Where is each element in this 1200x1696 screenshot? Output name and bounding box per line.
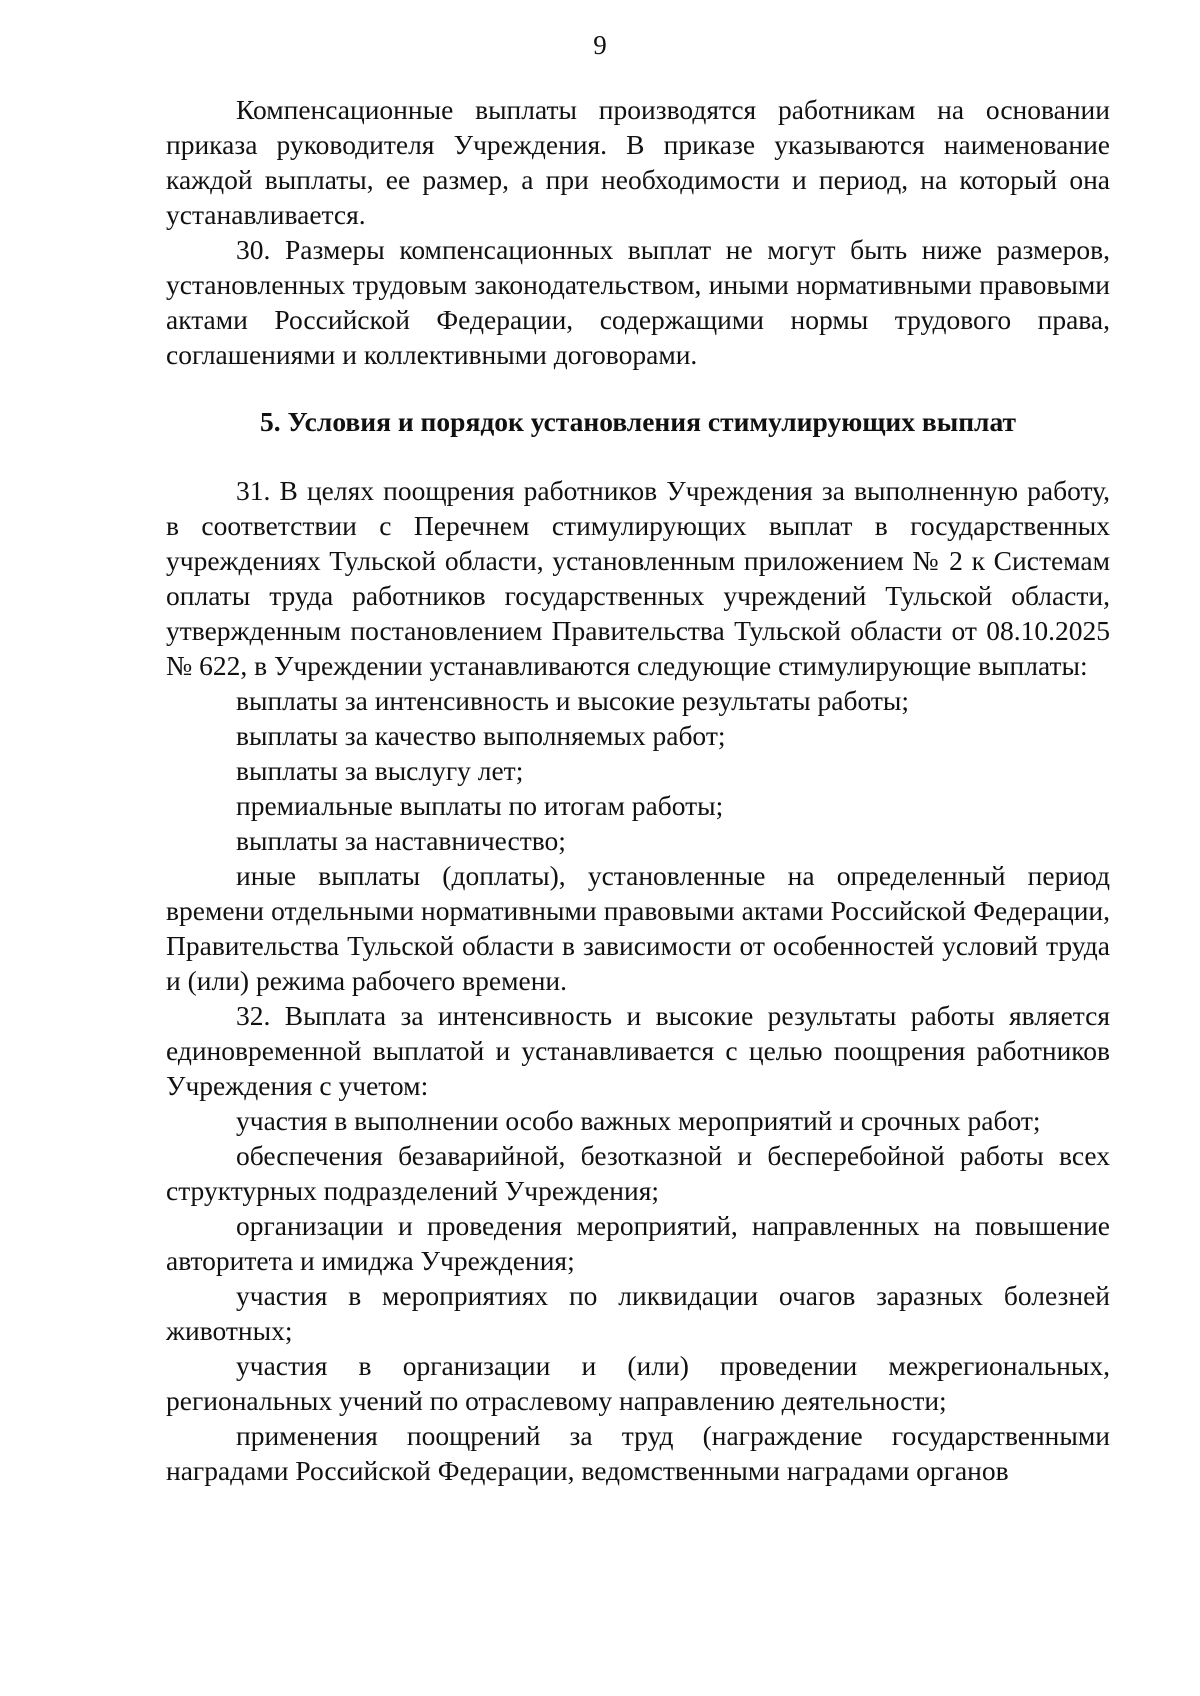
list-item: выплаты за выслугу лет; <box>236 755 524 786</box>
list-item: выплаты за интенсивность и высокие результаты работы; <box>236 685 909 716</box>
paragraph-32: 32. Выплата за интенсивность и высокие результаты работы является единовременной выплатой и устанавливается с целью поощрения работников Учреждения с учетом: <box>166 1000 1110 1101</box>
criteria-item: применения поощрений за труд (награждение государственными наградами Российской Федерации, ведомственными наградами органов <box>166 1420 1110 1486</box>
criteria-item: участия в организации и (или) проведении межрегиональных, региональных учений по отраслевому направлению деятельности; <box>166 1350 1110 1416</box>
criteria-item: обеспечения безаварийной, безотказной и бесперебойной работы всех структурных подразделений Учреждения; <box>166 1140 1110 1206</box>
criteria-item: организации и проведения мероприятий, направленных на повышение авторитета и имиджа Учреждения; <box>166 1210 1110 1276</box>
paragraph-31: 31. В целях поощрения работников Учреждения за выполненную работу, в соответствии с Перечнем стимулирующих выплат в государственных учреждениях Тульской области, установленным приложением № 2 к Системам оплаты труда работников государственных учреждений Тульской области, утвержденным постановлением Правительства Тульской области от 08.10.2025 № 622, в Учреждении устанавливаются следующие стимулирующие выплаты: <box>166 475 1110 681</box>
list-item: выплаты за наставничество; <box>236 825 566 856</box>
criteria-item: участия в выполнении особо важных мероприятий и срочных работ; <box>236 1105 1041 1136</box>
paragraph-30: 30. Размеры компенсационных выплат не могут быть ниже размеров, установленных трудовым законодательством, иными нормативными правовыми актами Российской Федерации, содержащими нормы трудового права, соглашениями и коллективными договорами. <box>166 234 1110 370</box>
list-item: премиальные выплаты по итогам работы; <box>236 790 724 821</box>
paragraph-other-payments: иные выплаты (доплаты), установленные на определенный период времени отдельными нормативными правовыми актами Российской Федерации, Правительства Тульской области в зависимости от особенностей условий труда и (или) режима рабочего времени. <box>166 860 1110 996</box>
paragraph-compensation-order: Компенсационные выплаты производятся работникам на основании приказа руководителя Учреждения. В приказе указываются наименование каждой выплаты, ее размер, а при необходимости и период, на который она устанавливается. <box>166 94 1110 230</box>
section-heading: 5. Условия и порядок установления стимулирующих выплат <box>259 406 1017 437</box>
document-body <box>166 92 1110 1488</box>
list-item: выплаты за качество выполняемых работ; <box>236 720 726 751</box>
page-number: 9 <box>593 30 607 60</box>
criteria-item: участия в мероприятиях по ликвидации очагов заразных болезней животных; <box>166 1280 1110 1346</box>
